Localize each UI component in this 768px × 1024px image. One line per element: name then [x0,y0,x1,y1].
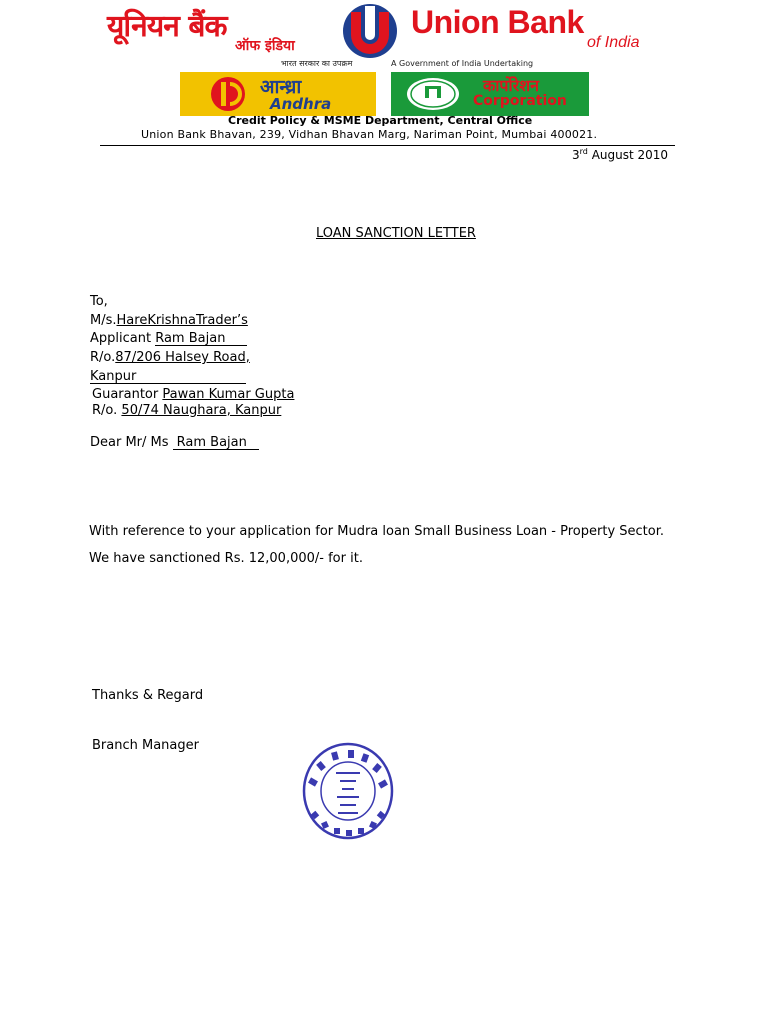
applicant-name: Ram Bajan [155,332,247,346]
english-bank-name-subline: of India [587,34,640,51]
union-bank-logo-icon [341,2,399,60]
guarantor-line [92,387,294,402]
corporation-bank-logo [391,72,589,116]
guarantor-address-line [92,403,281,418]
letterhead [105,0,665,118]
applicant-label: Applicant [90,331,152,346]
andhra-hindi-name: आन्ध्रा [260,76,302,98]
date-month-year: August 2010 [587,148,669,162]
firm-name: HareKrishnaTrader’s [116,313,248,328]
reference-paragraph: With reference to your application for Mudra loan Small Business Loan - Property Sector. [89,524,665,539]
hindi-bank-name-subline: ऑफ इंडिया [235,38,295,54]
applicant-address-line1 [90,350,250,365]
guarantor-label: Guarantor [92,387,159,402]
applicant-address2: Kanpur [90,370,246,384]
letter-title: LOAN SANCTION LETTER [316,226,476,241]
applicant-address1: 87/206 Halsey Road, [115,350,250,365]
signatory-title: Branch Manager [92,738,199,753]
andhra-bank-logo [180,72,376,116]
office-address: Union Bank Bhavan, 239, Vidhan Bhavan Marg, Nariman Point, Mumbai 400021. [141,128,598,141]
dear-line [90,435,259,450]
header-divider [100,145,675,146]
closing-thanks: Thanks & Regard [92,688,204,703]
english-bank-name: Union Bank [411,4,584,40]
date-day: 3 [572,148,580,162]
firm-line [90,313,248,328]
letter-date [572,147,668,162]
stamp-seal-icon [302,742,394,840]
corporation-emblem-icon [405,76,461,112]
corporation-english-name: Corporation [473,93,567,109]
andhra-english-name: Andhra [270,95,332,113]
dear-label: Dear Mr/ Ms [90,435,169,450]
english-tagline: A Government of India Undertaking [391,59,534,68]
hindi-bank-name: यूनियन बैंक [107,9,227,44]
guarantor-ro-prefix: R/o. [92,403,118,418]
applicant-address-line2 [90,369,246,384]
guarantor-name: Pawan Kumar Gupta [162,387,295,402]
salutation-to: To, [90,294,108,309]
firm-prefix: M/s. [90,313,117,328]
applicant-ro-prefix: R/o. [90,350,116,365]
sanction-paragraph: We have sanctioned Rs. 12,00,000/- for it. [89,551,363,566]
corporation-hindi-name: कार्पोरेशन [483,76,539,95]
applicant-line [90,331,247,346]
hindi-tagline: भारत सरकार का उपक्रम [281,59,353,68]
guarantor-address: 50/74 Naughara, Kanpur [121,403,282,418]
department-line: Credit Policy & MSME Department, Central Office [228,114,533,127]
date-suffix: rd [579,147,588,156]
andhra-logo-icon [210,76,246,112]
bank-stamp [302,742,394,840]
dear-name: Ram Bajan [173,436,259,450]
